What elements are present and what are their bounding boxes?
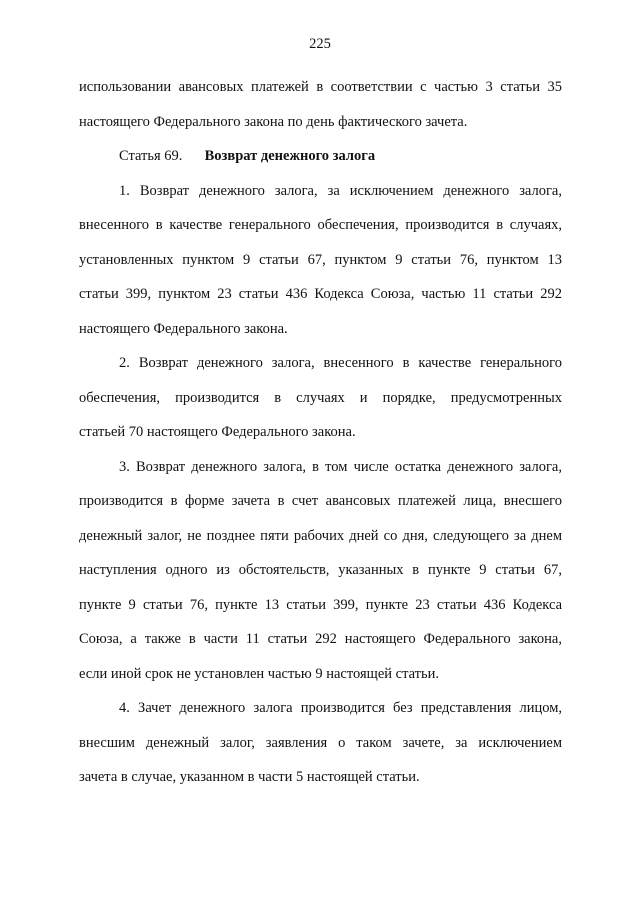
text-line: использовании авансовых платежей в соответствии с частью 3 статьи 35 <box>79 79 562 95</box>
text-line: внесшим денежный залог, заявления о таком зачете, за исключением <box>79 734 562 751</box>
text-line: 1. Возврат денежного залога, за исключением денежного залога, <box>119 182 562 199</box>
text-line: 3. Возврат денежного залога, в том числе остатка денежного залога, <box>119 458 562 475</box>
document-body <box>79 70 562 795</box>
article-number: Статья 69. <box>119 148 183 164</box>
text-line: зачета в случае, указанном в части 5 настоящей статьи. <box>79 769 420 785</box>
text-line: обеспечения, производится в случаях и порядке, предусмотренных <box>79 389 562 406</box>
text-line: производится в форме зачета в счет авансовых платежей лица, внесшего <box>79 493 562 509</box>
text-line: установленных пунктом 9 статьи 67, пунктом 9 статьи 76, пунктом 13 <box>79 251 562 268</box>
paragraph-1 <box>79 174 562 347</box>
text-line: денежный залог, не позднее пяти рабочих дней со дня, следующего за днем <box>79 527 562 544</box>
paragraph-2 <box>79 346 562 450</box>
text-line: настоящего Федерального закона по день фактического зачета. <box>79 113 468 130</box>
page-number: 225 <box>309 36 331 52</box>
text-line: 4. Зачет денежного залога производится без представления лицом, <box>119 700 562 716</box>
text-line: статьи 399, пунктом 23 статьи 436 Кодекса Союза, частью 11 статьи 292 <box>79 286 562 302</box>
text-line: 2. Возврат денежного залога, внесенного в качестве генерального <box>119 355 562 371</box>
text-line: Союза, а также в части 11 статьи 292 настоящего Федерального закона, <box>79 631 562 647</box>
text-line: внесенного в качестве генерального обеспечения, производится в случаях, <box>79 217 562 233</box>
paragraph-4 <box>79 691 562 795</box>
text-line: статьей 70 настоящего Федерального закона. <box>79 424 356 440</box>
text-line: если иной срок не установлен частью 9 настоящей статьи. <box>79 665 439 682</box>
article-title: Возврат денежного залога <box>204 148 376 164</box>
text-line: пункте 9 статьи 76, пункте 13 статьи 399, пункте 23 статьи 436 Кодекса <box>79 596 562 613</box>
article-heading <box>79 139 562 174</box>
text-line: настоящего Федерального закона. <box>79 320 288 337</box>
text-line: наступления одного из обстоятельств, указанных в пункте 9 статьи 67, <box>79 562 562 578</box>
paragraph-3 <box>79 450 562 692</box>
